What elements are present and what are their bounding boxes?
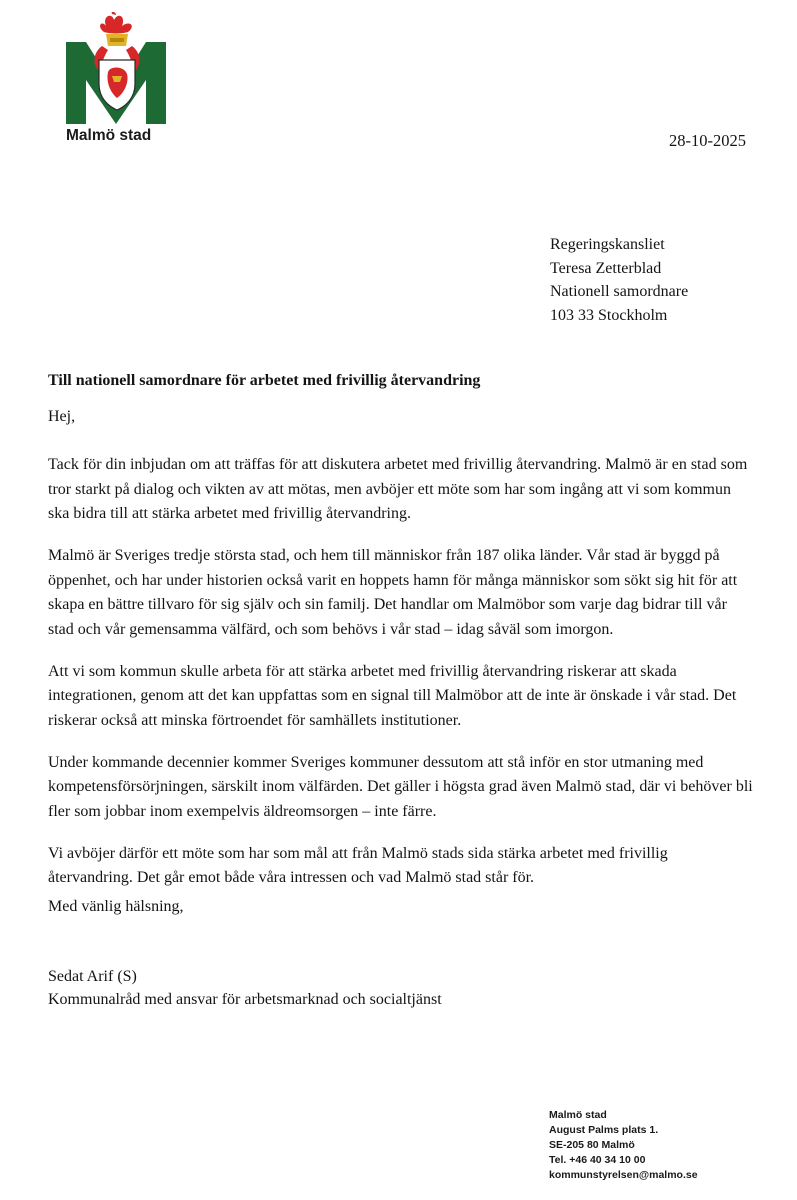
logo-wordmark: Malmö stad — [66, 127, 152, 144]
body-paragraph: Under kommande decennier kommer Sveriges kommuner dessutom att stå inför en stor utmaning med kompetensförsörjningen, särskilt inom välfärden. Det gäller i högsta grad även Malmö stad, där vi behöver bli fler som jobbar inom exempelvis äldreomsorgen – inte färre. — [48, 753, 753, 820]
letter-greeting: Hej, — [48, 408, 76, 425]
recipient-line: Regeringskansliet — [550, 236, 665, 253]
recipient-line: Teresa Zetterblad — [550, 259, 662, 277]
footer-line: Malmö stad — [549, 1109, 607, 1121]
signature-name: Sedat Arif (S) — [48, 968, 137, 985]
malmo-stad-logo — [64, 12, 168, 148]
body-paragraph: Att vi som kommun skulle arbeta för att stärka arbetet med frivillig återvandring riskerar att skada integrationen, genom att det kan uppfattas som en signal till Malmöbor att de inte är önskade i vår stad. Det riskerar också att minska förtroendet för samhällets institutioner. — [48, 662, 737, 729]
footer-contact — [549, 1108, 698, 1183]
letter-subject: Till nationell samordnare för arbetet med frivillig återvandring — [48, 372, 481, 389]
footer-email: kommunstyrelsen@malmo.se — [549, 1169, 698, 1181]
footer-line: SE-205 80 Malmö — [549, 1139, 635, 1151]
recipient-address — [550, 233, 688, 327]
recipient-line: 103 33 Stockholm — [550, 306, 668, 324]
letter-body — [48, 453, 753, 908]
footer-line: August Palms plats 1. — [549, 1124, 659, 1136]
footer-line: Tel. +46 40 34 10 00 — [549, 1154, 646, 1166]
signature-title: Kommunalråd med ansvar för arbetsmarknad och socialtjänst — [48, 991, 442, 1008]
body-paragraph: Vi avböjer därför ett möte som har som mål att från Malmö stads sida stärka arbetet med frivillig återvandring. Det går emot både våra intressen och vad Malmö stad står för. — [48, 844, 668, 886]
recipient-line: Nationell samordnare — [550, 283, 689, 300]
letter-date: 28-10-2025 — [669, 131, 746, 150]
letter-closing: Med vänlig hälsning, — [48, 898, 184, 915]
malmo-coat-of-arms-icon — [66, 12, 166, 124]
body-paragraph: Tack för din inbjudan om att träffas för att diskutera arbetet med frivillig återvandring. Malmö är en stad som tror starkt på dialog och vikten av att mötas, men avböjer ett möte som har som ingång att vi som kommun ska bidra till att stärka arbetet med frivillig återvandring. — [48, 456, 748, 522]
signature-block — [48, 965, 442, 1011]
body-paragraph: Malmö är Sveriges tredje största stad, och hem till människor från 187 olika länder. Vår stad är byggd på öppenhet, och har under historien också varit en hoppets hamn för många människor som sökt sig hit för att skapa en bättre tillvaro för sig själv och sin familj. Det handlar om Malmöbor som varje dag bidrar till vår stad och vår gemensamma välfärd, och som behövs i vår stad – idag såväl som imorgon. — [48, 547, 738, 638]
